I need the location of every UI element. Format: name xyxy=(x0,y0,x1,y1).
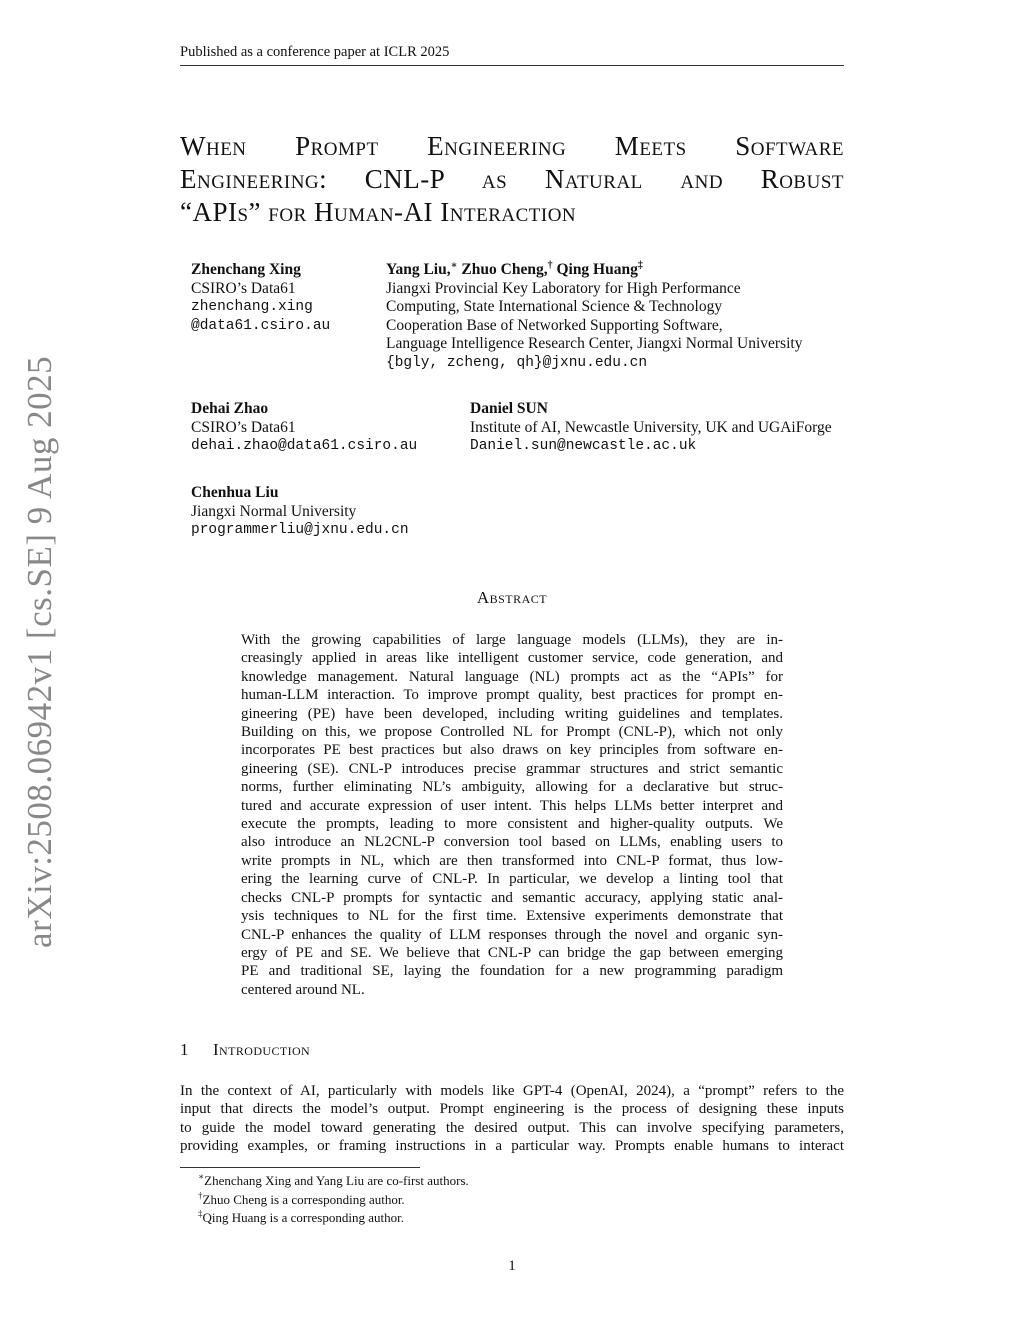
abstract-line: ering the learning curve of CNL-P. In particular, we develop a linting tool that xyxy=(241,871,783,888)
footnote-mark: ∗ xyxy=(198,1171,205,1182)
author-name-cheng: Zhuo Cheng, xyxy=(457,261,548,278)
introduction-body xyxy=(180,1082,844,1156)
author-email: programmerliu@jxnu.edu.cn xyxy=(191,522,409,538)
abstract-line: incorporates PE best practices but also draws on key principles from software en- xyxy=(241,742,783,759)
page-number: 1 xyxy=(508,1258,516,1274)
intro-line: to guide the model toward generating the desired output. This can involve specifying parameters, xyxy=(180,1119,844,1136)
intro-line: input that directs the model’s output. Prompt engineering is the process of designing these inputs xyxy=(180,1101,844,1118)
author-name-liu: Yang Liu, xyxy=(386,261,451,278)
title-line-2: Engineering: CNL-P as Natural and Robust xyxy=(180,164,844,194)
footnote-mark: † xyxy=(198,1190,203,1201)
author-name-huang: Qing Huang xyxy=(552,261,638,278)
author-affiliation: CSIRO’s Data61 xyxy=(191,279,296,297)
abstract-line: With the growing capabilities of large language models (LLMs), they are in- xyxy=(241,632,783,648)
abstract-line: checks CNL-P prompts for syntactic and semantic accuracy, applying static anal- xyxy=(241,889,783,906)
affiliation-line-3: Cooperation Base of Networked Supporting Software, xyxy=(386,316,723,334)
corresponding-mark-2: ‡ xyxy=(637,259,643,271)
abstract-line: ysis techniques to NL for the first time. Extensive experiments demonstrate that xyxy=(241,908,783,925)
abstract-line: write prompts in NL, which are then transformed into CNL-P format, thus low- xyxy=(241,852,783,869)
author-block-zhao xyxy=(191,400,417,456)
footnote-text: Zhenchang Xing and Yang Liu are co-first authors. xyxy=(204,1173,469,1188)
co-first-mark: ∗ xyxy=(450,259,458,271)
section-title: Introduction xyxy=(213,1040,311,1059)
affiliation-line-4: Language Intelligence Research Center, Jiangxi Normal University xyxy=(386,335,803,352)
author-affiliation: Jiangxi Normal University xyxy=(191,502,357,520)
abstract-line: CNL-P enhances the quality of LLM responses through the novel and organic syn- xyxy=(241,926,783,943)
footnote-rule xyxy=(180,1167,420,1168)
author-name: Dehai Zhao xyxy=(191,400,269,417)
affiliation-line-1: Jiangxi Provincial Key Laboratory for High Performance xyxy=(386,279,741,297)
footnotes xyxy=(198,1172,469,1228)
abstract-line: gineering (SE). CNL-P introduces precise grammar structures and strict semantic xyxy=(241,760,783,777)
intro-line: providing examples, or framing instructions in a particular way. Prompts enable humans to interact xyxy=(180,1138,844,1155)
abstract-line: Building on this, we propose Controlled NL for Prompt (CNL-P), which not only xyxy=(241,724,783,741)
footnote-text: Qing Huang is a corresponding author. xyxy=(202,1210,404,1225)
corresponding-mark: † xyxy=(547,259,553,271)
abstract-line: PE and traditional SE, laying the foundation for a new programming paradigm xyxy=(241,963,783,980)
abstract-line: gineering (PE) have been developed, including writing guidelines and templates. xyxy=(241,705,783,722)
abstract-line: execute the prompts, leading to more consistent and higher-quality outputs. We xyxy=(241,816,783,833)
author-email-line-1: zhenchang.xing xyxy=(191,299,313,315)
author-name: Daniel SUN xyxy=(470,400,548,417)
author-name: Zhenchang Xing xyxy=(191,261,301,278)
author-block-liu-chenhua xyxy=(191,484,409,540)
section-number: 1 xyxy=(180,1040,189,1059)
author-block-liu-cheng-huang xyxy=(386,261,802,372)
title-line-3: “APIs” for Human-AI Interaction xyxy=(180,197,577,227)
author-block-xing xyxy=(191,261,330,335)
abstract-line: centered around NL. xyxy=(241,981,365,998)
affiliation-line-2: Computing, State International Science & Technology xyxy=(386,298,723,315)
running-header: Published as a conference paper at ICLR 2025 xyxy=(180,44,450,60)
abstract-line: ergy of PE and SE. We believe that CNL-P can bridge the gap between emerging xyxy=(241,944,783,961)
intro-line: In the context of AI, particularly with models like GPT-4 (OpenAI, 2024), a “prompt” refers to the xyxy=(180,1083,844,1099)
author-email: dehai.zhao@data61.csiro.au xyxy=(191,438,418,454)
abstract-line: tured and accurate expression of user intent. This helps LLMs better interpret and xyxy=(241,797,783,814)
arxiv-stamp-text: arXiv:2508.06942v1 [cs.SE] 9 Aug 2025 xyxy=(20,355,59,948)
footnote-mark: ‡ xyxy=(198,1208,203,1219)
author-names xyxy=(386,261,802,280)
author-email: Daniel.sun@newcastle.ac.uk xyxy=(470,438,697,454)
footnote-3 xyxy=(198,1209,469,1228)
footnote-1 xyxy=(198,1172,469,1191)
abstract-line: also introduce an NL2CNL-P conversion tool based on LLMs, enabling users to xyxy=(241,834,783,851)
abstract-heading: Abstract xyxy=(476,588,548,607)
author-name: Chenhua Liu xyxy=(191,484,279,501)
header-rule xyxy=(180,65,844,66)
author-emails: {bgly, zcheng, qh}@jxnu.edu.cn xyxy=(386,354,648,371)
section-heading-introduction xyxy=(180,1040,310,1060)
footnote-text: Zhuo Cheng is a corresponding author. xyxy=(202,1191,405,1207)
footnote-2 xyxy=(198,1191,469,1210)
author-affiliation: CSIRO’s Data61 xyxy=(191,418,296,436)
abstract-line: knowledge management. Natural language (NL) prompts act as the “APIs” for xyxy=(241,668,783,685)
author-affiliation: Institute of AI, Newcastle University, UK and UGAiForge xyxy=(470,418,832,436)
author-email-line-2: @data61.csiro.au xyxy=(191,317,331,334)
paper-title xyxy=(180,130,844,229)
abstract-body xyxy=(241,631,783,999)
abstract-line: norms, further eliminating NL’s ambiguity, allowing for a declarative but struc- xyxy=(241,779,783,796)
abstract-line: human-LLM interaction. To improve prompt quality, best practices for prompt en- xyxy=(241,687,783,704)
abstract-line: creasingly applied in areas like intelligent customer service, code generation, and xyxy=(241,650,783,667)
title-line-1: When Prompt Engineering Meets Software xyxy=(180,131,844,161)
author-block-sun xyxy=(470,400,832,456)
